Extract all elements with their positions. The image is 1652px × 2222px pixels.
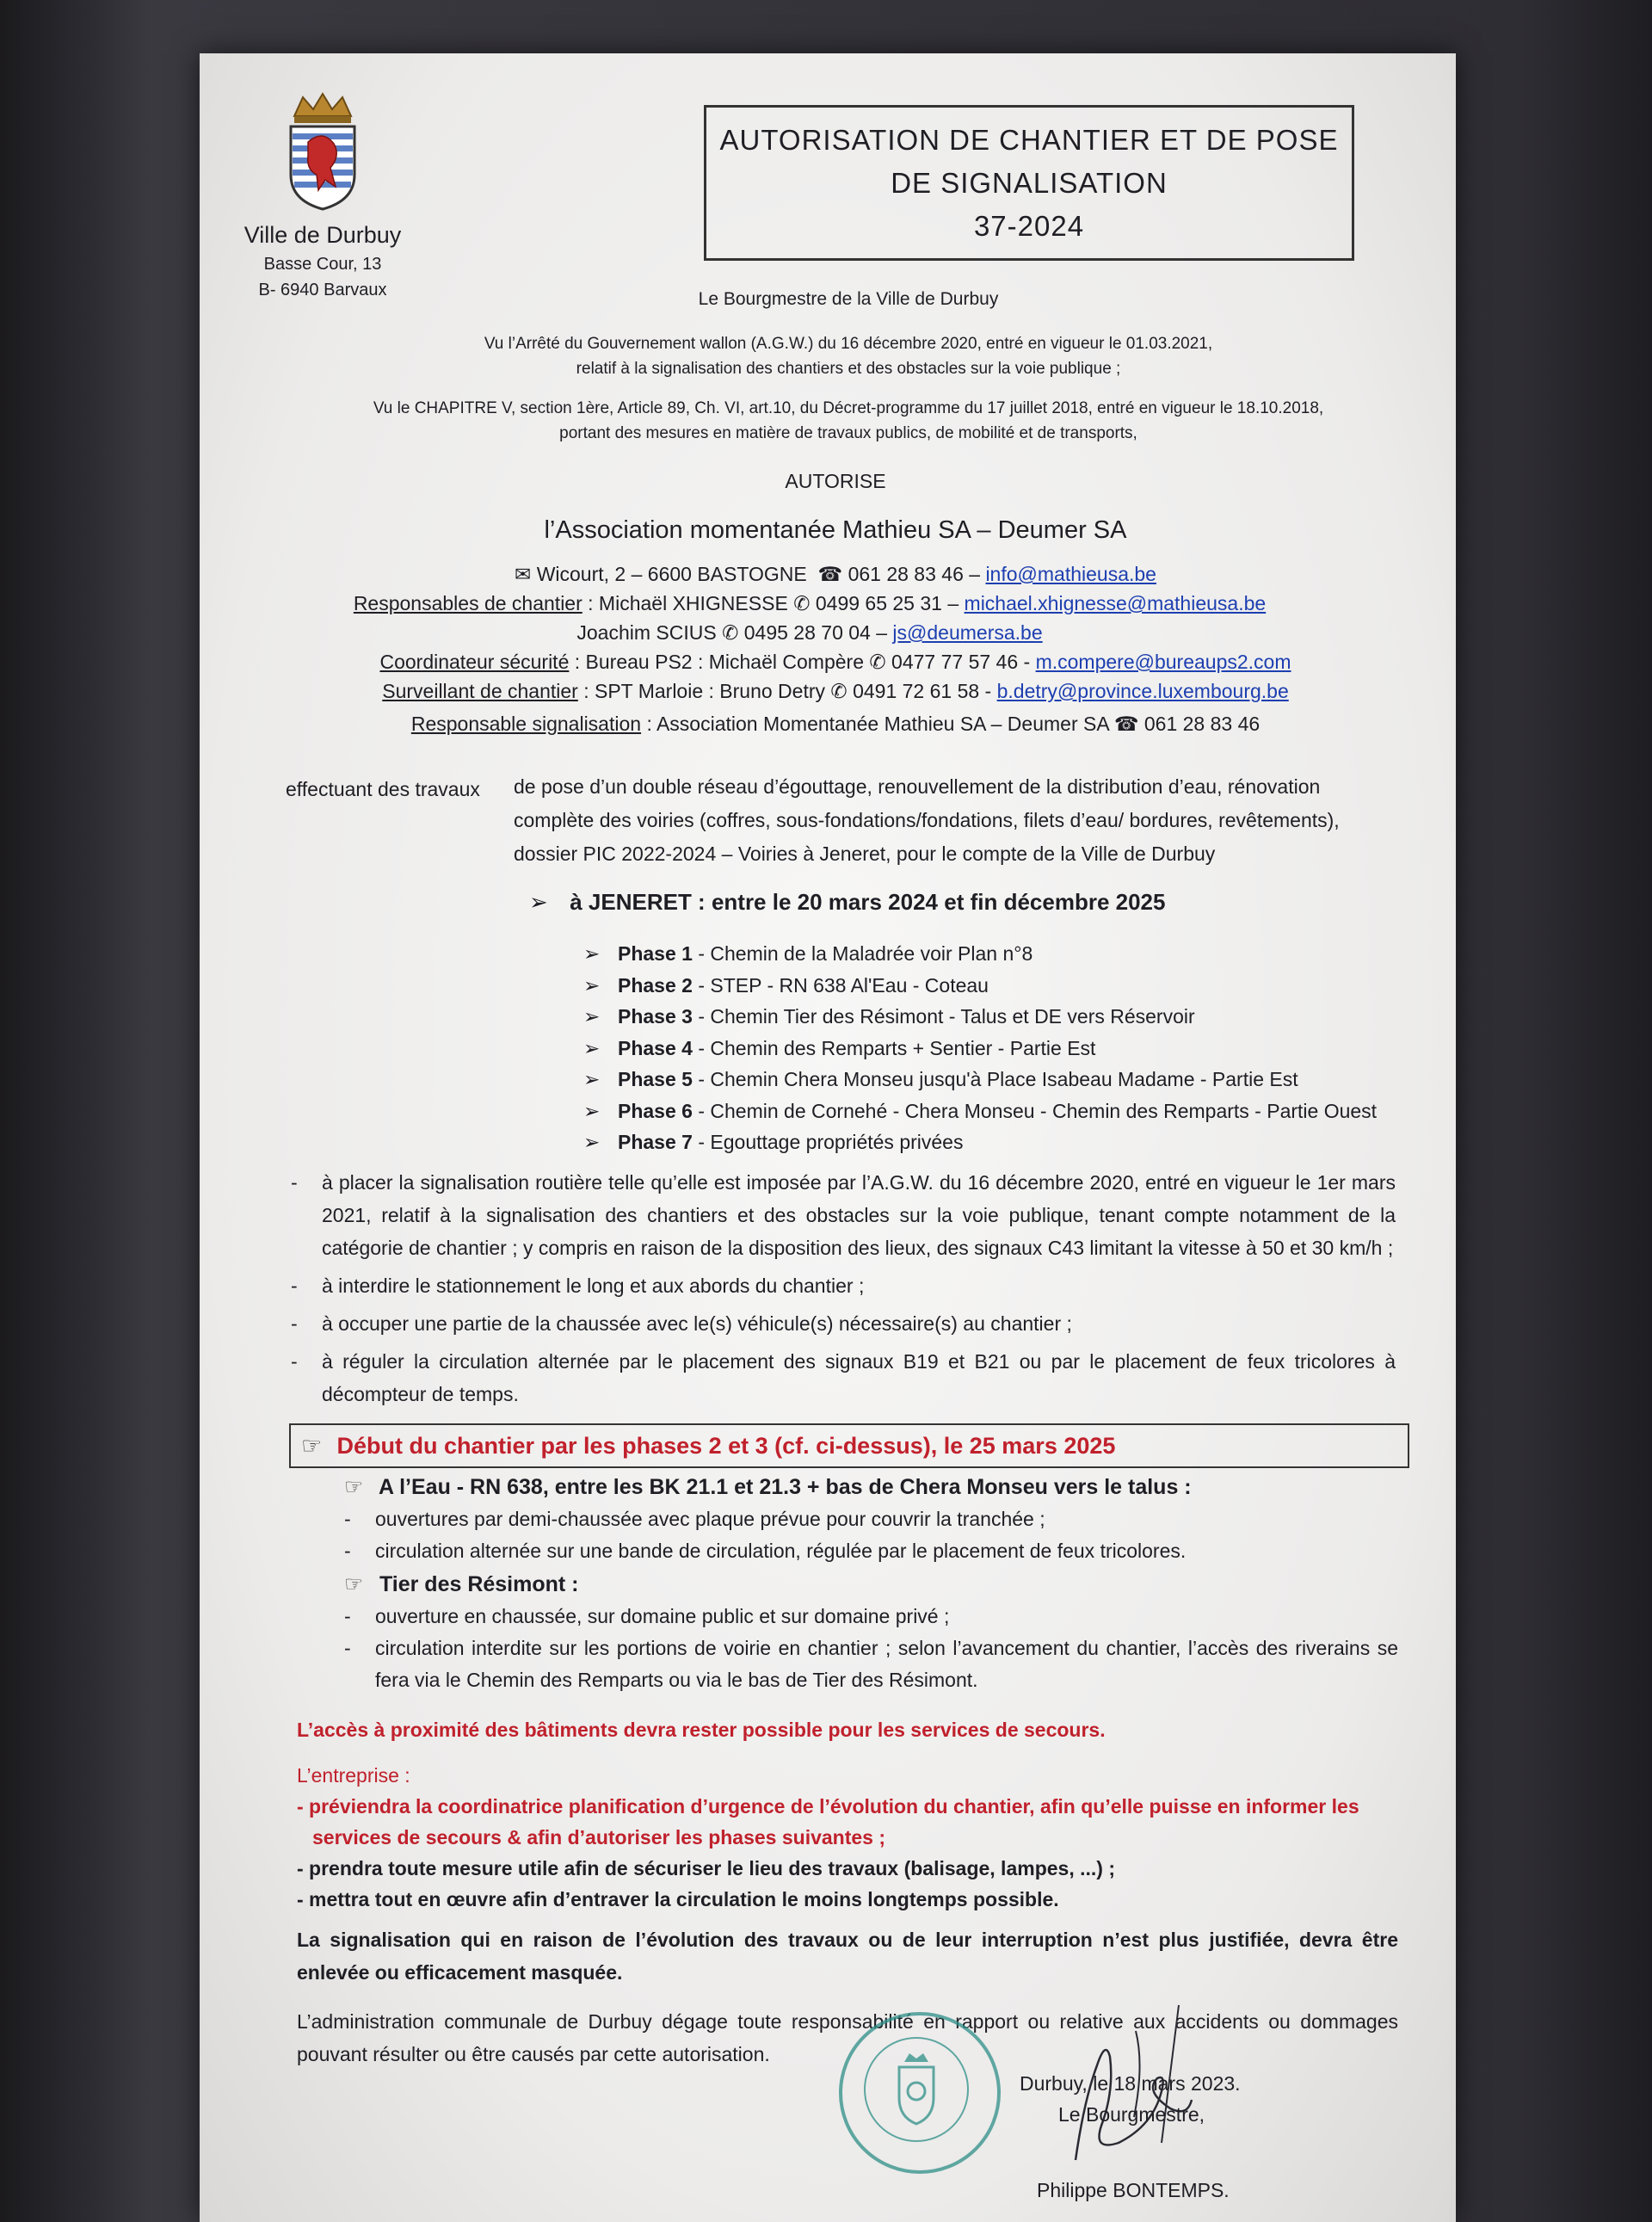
mobile-phone-icon: ✆	[830, 680, 848, 702]
condition-text: à placer la signalisation routière telle qu’elle est imposée par l’A.G.W. du 16 décembre 2020, entré en vigueur le 1er mars 2021, relatif à la signalisation des chantiers et des obstacles sur la voie publique, tenant compte notamment de la catégorie de chantier ; y compris en raison de la disposition des lieux, des signaux C43 limitant la vitesse à 50 et 30 km/h ;	[322, 1171, 1396, 1259]
contractor-name: l’Association momentanée Mathieu SA – Deumer SA	[544, 516, 1127, 544]
zone-2-item-text: ouverture en chaussée, sur domaine public et sur domaine privé ;	[375, 1605, 950, 1627]
contractor-address-row	[289, 559, 1382, 589]
arrow-bullet-icon: ➢	[583, 942, 601, 965]
company-obligation-2: - prendra toute mesure utile afin de sécuriser le lieu des travaux (balisage, lampes, ...) ;	[297, 1857, 1115, 1879]
phase-label: Phase 3	[618, 1005, 693, 1028]
site-managers-label: Responsables de chantier	[353, 592, 583, 614]
company-obligations	[297, 1760, 1398, 1915]
signatory-name: Philippe BONTEMPS.	[1037, 2179, 1230, 2201]
arrow-bullet-icon: ➢	[583, 1099, 601, 1122]
works-label: effectuant des travaux	[286, 778, 480, 800]
phase-item	[583, 1064, 1409, 1096]
title-line-3: 37-2024	[973, 209, 1085, 242]
signage-manager-row	[289, 709, 1382, 738]
condition-item: - à placer la signalisation routière telle qu’elle est imposée par l’A.G.W. du 16 décembre 2020, entré en vigueur le 1er mars 2021, relatif à la signalisation des chantiers et des obstacles sur la voie publique, tenant compte notamment de la catégorie de chantier ; y compris en raison de la disposition des lieux, des signaux C43 limitant la vitesse à 50 et 30 km/h ;	[291, 1171, 1396, 1259]
envelope-icon: ✉	[515, 563, 532, 585]
document-title-box	[704, 105, 1354, 261]
phase-desc: - Chemin de la Maladrée voir Plan n°8	[692, 942, 1033, 965]
phase-desc: - Chemin de Cornehé - Chera Monseu - Chemin des Remparts - Partie Ouest	[692, 1099, 1378, 1122]
legal-reference-1	[289, 331, 1408, 381]
mobile-phone-icon: ✆	[722, 621, 739, 644]
legal-reference-2	[289, 396, 1408, 446]
site-supervisor-name: : SPT Marloie : Bruno Detry	[583, 680, 826, 702]
zone-2-item: - ouverture en chaussée, sur domaine public et sur domaine privé ;	[344, 1605, 950, 1627]
signage-manager-phone: 061 28 83 46	[1143, 713, 1261, 735]
zone-1-item: - ouvertures par demi-chaussée avec plaque prévue pour couvrir la tranchée ;	[344, 1508, 1045, 1530]
works-location: à JENERET : entre le 20 mars 2024 et fin décembre 2025	[570, 889, 1166, 915]
arrow-bullet-icon: ➢	[583, 1068, 601, 1090]
safety-coordinator-phone: 0477 77 57 46 -	[891, 651, 1031, 673]
arrow-bullet-icon: ➢	[583, 973, 601, 997]
signature-place-date: Durbuy, le 18 mars 2023.	[1020, 2072, 1241, 2095]
phase-item	[583, 1033, 1409, 1065]
contractor-phone: 061 28 83 46 –	[848, 563, 981, 585]
contractor-address: Wicourt, 2 – 6600 BASTOGNE	[536, 563, 807, 585]
coat-of-arms-icon	[284, 90, 361, 211]
site-manager-1-phone: 0499 65 25 31 –	[815, 592, 959, 614]
pointing-hand-icon: ☞	[344, 1572, 364, 1596]
phase-label: Phase 7	[618, 1131, 693, 1153]
works-description-line-2: complète des voiries (coffres, sous-fondations/fondations, filets d’eau/ bordures, revêtements),	[514, 809, 1340, 831]
authorise-heading: AUTORISE	[785, 470, 886, 492]
condition-text: à occuper une partie de la chaussée avec le(s) véhicule(s) nécessaire(s) au chantier ;	[322, 1312, 1072, 1335]
contractor-email-link[interactable]: info@mathieusa.be	[985, 563, 1156, 585]
company-obligation-1: - préviendra la coordinatrice planification d’urgence de l’évolution du chantier, afin qu’elle puisse en informer les services de secours & afin d’autoriser les phases suivantes ;	[297, 1795, 1359, 1849]
safety-coordinator-row	[289, 647, 1382, 676]
site-supervisor-email-link[interactable]: b.detry@province.luxembourg.be	[996, 680, 1289, 702]
arrow-bullet-icon: ➢	[583, 1005, 601, 1028]
zone-1-item-text: circulation alternée sur une bande de circulation, régulée par le placement de feux tricolores.	[375, 1540, 1187, 1562]
mobile-phone-icon: ✆	[793, 592, 811, 614]
phase-desc: - Chemin des Remparts + Sentier - Partie Est	[692, 1036, 1096, 1059]
zone-1-title: A l’Eau - RN 638, entre les BK 21.1 et 21.3 + bas de Chera Monseu vers le talus :	[379, 1475, 1192, 1499]
mayor-line: Le Bourgmestre de la Ville de Durbuy	[698, 289, 999, 309]
phase-desc: - Egouttage propriétés privées	[692, 1131, 964, 1153]
title-line-1: AUTORISATION DE CHANTIER ET DE POSE	[719, 123, 1339, 156]
arrow-bullet-icon: ➢	[583, 1131, 601, 1153]
condition-text: à réguler la circulation alternée par le placement des signaux B19 et B21 ou par le placement de feux tricolores à décompteur de temps.	[322, 1350, 1396, 1405]
phone-icon: ☎	[1113, 713, 1139, 735]
phase-label: Phase 6	[618, 1099, 693, 1122]
site-manager-2-phone: 0495 28 70 04 –	[743, 621, 888, 644]
stamp-emblem-icon	[842, 2015, 990, 2163]
mobile-phone-icon: ✆	[869, 651, 886, 673]
legal-reference-2-line-1: Vu le CHAPITRE V, section 1ère, Article 89, Ch. VI, art.10, du Décret-programme du 17 juillet 2018, entré en vigueur le 18.10.2018,	[373, 399, 1324, 417]
safety-coordinator-email-link[interactable]: m.compere@bureaups2.com	[1035, 651, 1291, 673]
condition-item: - à réguler la circulation alternée par le placement des signaux B19 et B21 ou par le placement de feux tricolores à décompteur de temps.	[291, 1350, 1396, 1405]
zone-2-heading	[344, 1569, 1398, 1601]
conditions-list	[291, 1166, 1396, 1410]
arrow-bullet-icon: ➢	[583, 1036, 601, 1059]
signature-block	[1020, 2068, 1278, 2130]
liability-disclaimer: L’administration communale de Durbuy dégage toute responsabilité en rapport ou relative aux accidents ou dommages pouvant résulter ou être causés par cette autorisation.	[297, 2010, 1398, 2065]
safety-coordinator-name: : Bureau PS2 : Michaël Compère	[574, 651, 864, 673]
phase-item	[583, 1126, 1409, 1158]
start-of-works-box	[289, 1423, 1409, 1468]
works-location-row	[529, 889, 1390, 916]
phase-item	[583, 970, 1409, 1002]
zone-1-item-text: ouvertures par demi-chaussée avec plaque prévue pour couvrir la tranchée ;	[375, 1508, 1045, 1530]
start-of-works-details	[344, 1472, 1398, 1696]
works-description-line-1: de pose d’un double réseau d’égouttage, renouvellement de la distribution d’eau, rénovation	[514, 775, 1321, 798]
legal-reference-1-line-2: relatif à la signalisation des chantiers et des obstacles sur la voie publique ;	[576, 360, 1121, 378]
phase-desc: - Chemin Tier des Résimont - Talus et DE vers Réservoir	[692, 1005, 1195, 1028]
zone-1-heading	[344, 1472, 1398, 1503]
site-manager-1-email-link[interactable]: michael.xhignesse@mathieusa.be	[964, 592, 1267, 614]
site-manager-1-name: : Michaël XHIGNESSE	[588, 592, 788, 614]
legal-reference-1-line-1: Vu l’Arrêté du Gouvernement wallon (A.G.W.) du 16 décembre 2020, entré en vigueur le 01.03.2021,	[484, 335, 1213, 353]
phase-label: Phase 5	[618, 1068, 693, 1090]
phase-item	[583, 1001, 1409, 1033]
site-supervisor-phone: 0491 72 61 58 -	[853, 680, 992, 702]
condition-text: à interdire le stationnement le long et aux abords du chantier ;	[322, 1275, 865, 1297]
city-street: Basse Cour, 13	[263, 255, 382, 274]
phase-label: Phase 4	[618, 1036, 693, 1059]
contractor-contacts	[289, 559, 1382, 738]
signage-manager-label: Responsable signalisation	[410, 713, 642, 735]
condition-item: - à interdire le stationnement le long et aux abords du chantier ;	[291, 1275, 865, 1297]
signage-manager-name: : Association Momentanée Mathieu SA – Deumer SA	[646, 713, 1109, 735]
phone-icon: ☎	[812, 563, 843, 585]
phase-label: Phase 2	[618, 973, 693, 997]
city-name: Ville de Durbuy	[243, 222, 402, 248]
zone-1-item: - circulation alternée sur une bande de circulation, régulée par le placement de feux tricolores.	[344, 1540, 1187, 1562]
emergency-access-notice: L’accès à proximité des bâtiments devra rester possible pour les services de secours.	[297, 1719, 1106, 1741]
site-manager-2-row	[289, 618, 1382, 647]
start-of-works-title: Début du chantier par les phases 2 et 3 (cf. ci-dessus), le 25 mars 2025	[336, 1433, 1116, 1459]
phase-desc: - Chemin Chera Monseu jusqu'à Place Isabeau Madame - Partie Est	[692, 1068, 1298, 1090]
works-description	[514, 770, 1391, 871]
site-manager-2-name: Joachim SCIUS	[576, 621, 717, 644]
title-line-2: DE SIGNALISATION	[891, 166, 1168, 199]
zone-2-item: - circulation interdite sur les portions de voirie en chantier ; selon l’avancement du chantier, l’accès des riverains se fera via le Chemin des Remparts ou via le bas de Tier des Résimont.	[344, 1637, 1398, 1691]
pointing-hand-icon: ☞	[344, 1475, 364, 1499]
city-postal: B- 6940 Barvaux	[258, 281, 387, 299]
works-description-line-3: dossier PIC 2022-2024 – Voiries à Jeneret, pour le compte de la Ville de Durbuy	[514, 843, 1216, 865]
phase-label: Phase 1	[618, 942, 693, 965]
phase-item	[583, 938, 1409, 970]
site-supervisor-row	[289, 676, 1382, 706]
condition-item: - à occuper une partie de la chaussée avec le(s) véhicule(s) nécessaire(s) au chantier ;	[291, 1312, 1072, 1335]
signage-removal-notice: La signalisation qui en raison de l’évolution des travaux ou de leur interruption n’est plus justifiée, devra être enlevée ou efficacement masquée.	[297, 1929, 1398, 1984]
pointing-hand-icon: ☞	[301, 1433, 323, 1459]
legal-reference-2-line-2: portant des mesures en matière de travaux publics, de mobilité et de transports,	[559, 424, 1137, 442]
arrow-bullet-icon: ➢	[529, 889, 548, 915]
municipal-stamp	[839, 2012, 1001, 2174]
signature-role: Le Bourgmestre,	[1058, 2103, 1205, 2126]
site-manager-2-email-link[interactable]: js@deumersa.be	[892, 621, 1043, 644]
zone-2-item-text: circulation interdite sur les portions de voirie en chantier ; selon l’avancement du chantier, l’accès des riverains se fera via le Chemin des Remparts ou via le bas de Tier des Résimont.	[375, 1637, 1398, 1691]
site-managers-row	[289, 589, 1382, 618]
site-supervisor-label: Surveillant de chantier	[382, 680, 578, 702]
company-obligation-3: - mettra tout en œuvre afin d’entraver la circulation le moins longtemps possible.	[297, 1888, 1059, 1910]
company-label: L’entreprise :	[297, 1764, 410, 1787]
phase-list	[583, 938, 1409, 1158]
safety-coordinator-label: Coordinateur sécurité	[379, 651, 570, 673]
phase-desc: - STEP - RN 638 Al'Eau - Coteau	[692, 973, 989, 997]
zone-2-title: Tier des Résimont :	[379, 1572, 579, 1596]
phase-item	[583, 1096, 1409, 1127]
